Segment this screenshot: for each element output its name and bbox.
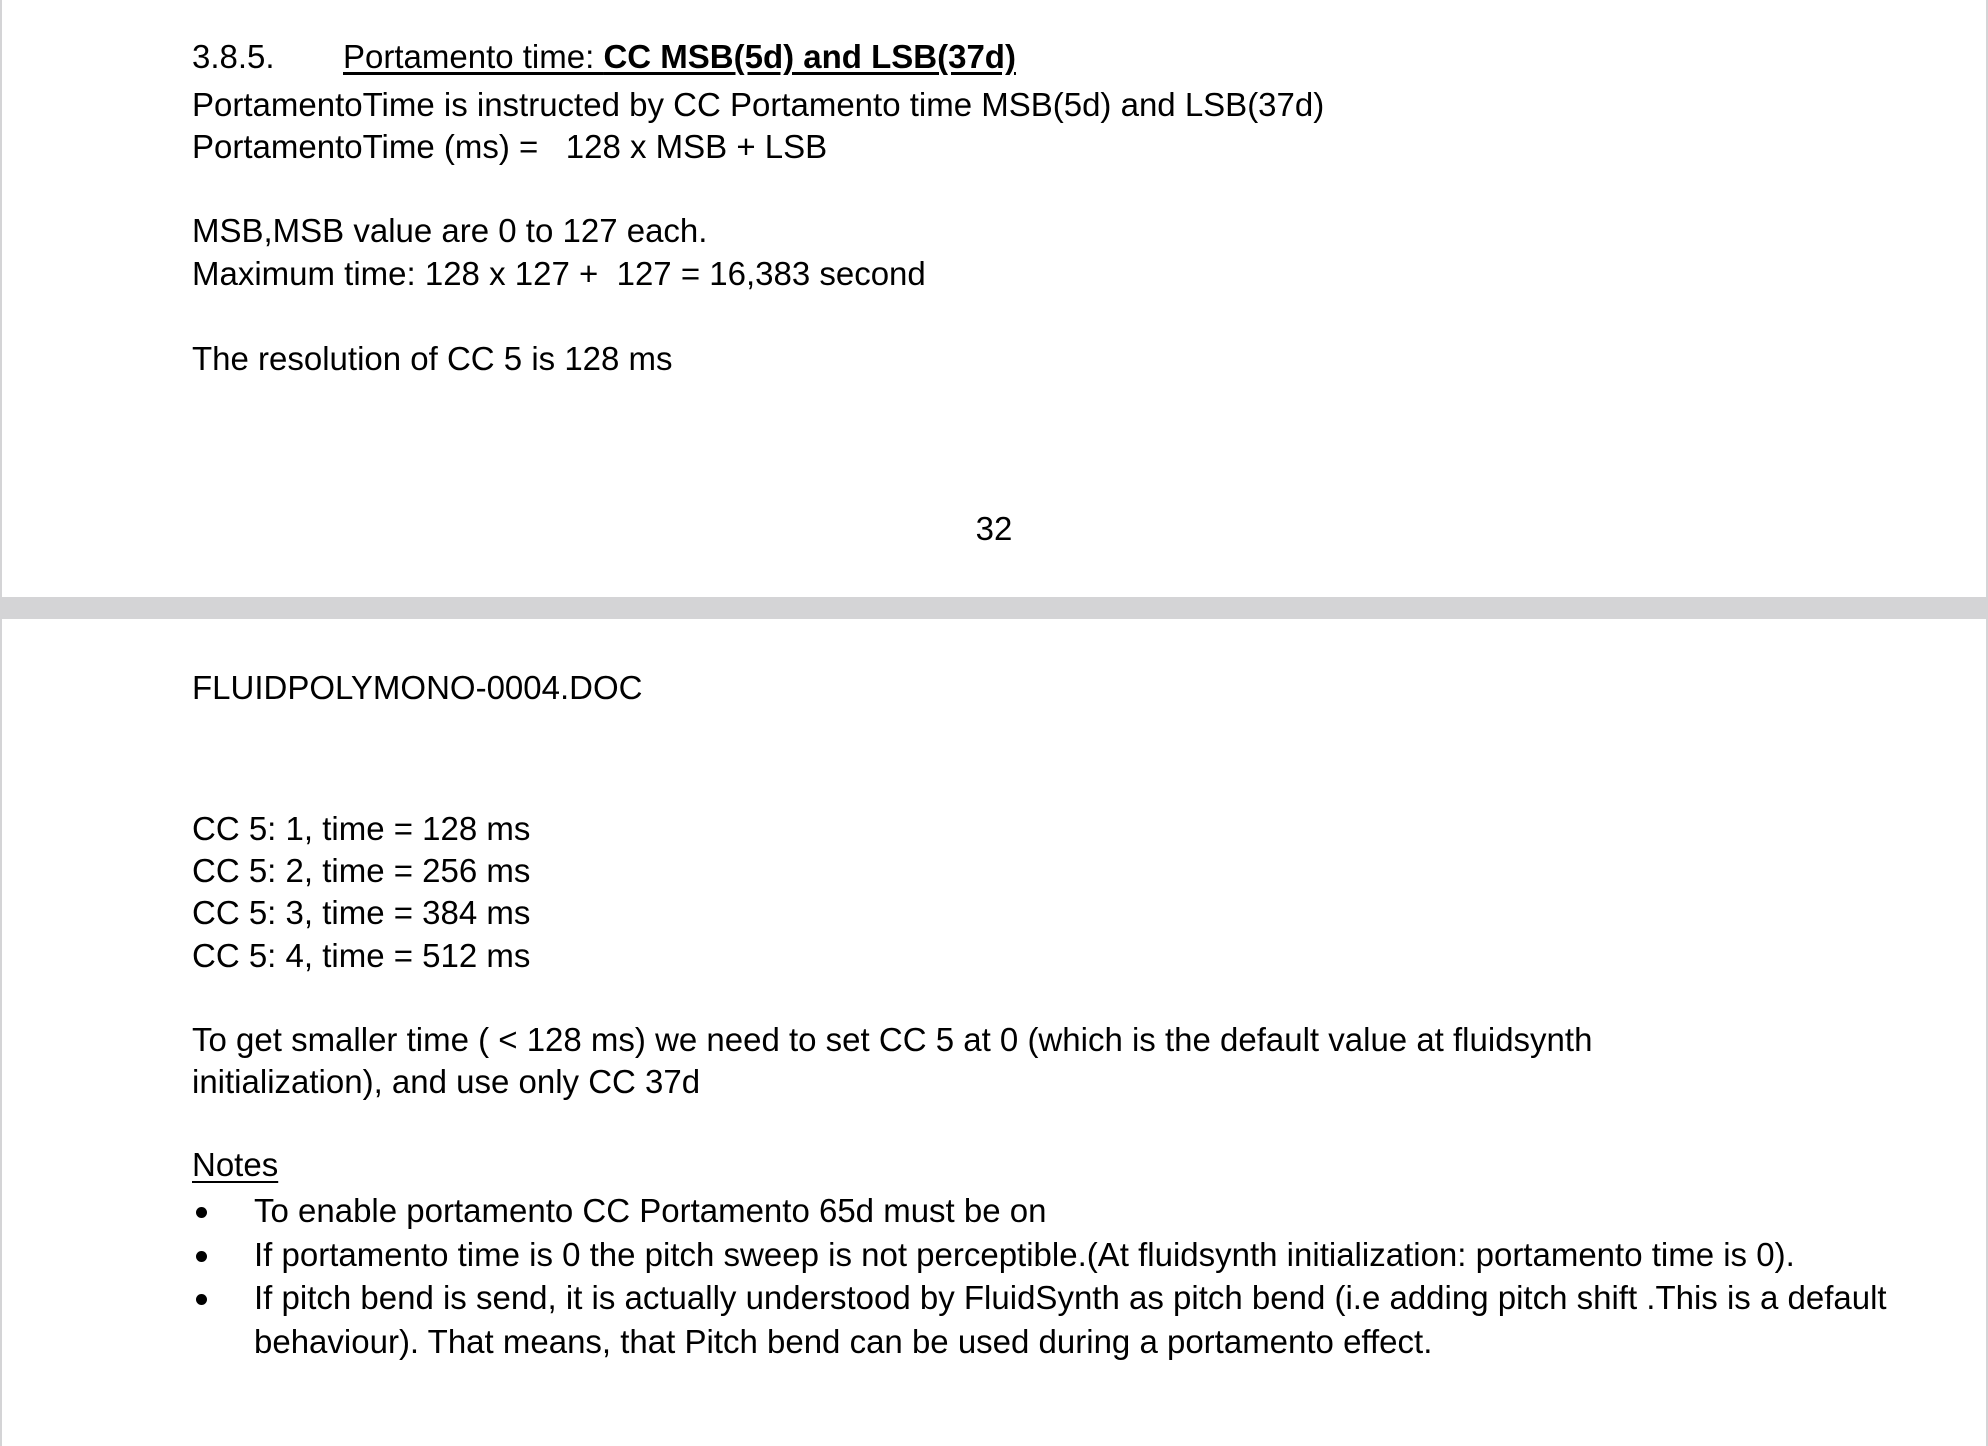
notes-item-text: If portamento time is 0 the pitch sweep is not perceptible.(At fluidsynth initialization: portamento time is 0). xyxy=(254,1235,1795,1273)
section-title: Portamento time: xyxy=(343,38,604,75)
bullet-icon xyxy=(196,1251,207,1262)
notes-item-text: To enable portamento CC Portamento 65d must be on xyxy=(254,1192,1047,1229)
notes-item xyxy=(192,1233,1894,1277)
cc-example-line: CC 5: 2, time = 256 ms xyxy=(192,852,531,889)
section-number: 3.8.5. xyxy=(192,38,275,75)
cc-example-line: CC 5: 3, time = 384 ms xyxy=(192,894,531,931)
page-number: 32 xyxy=(975,510,1013,547)
cc-example-line: CC 5: 4, time = 512 ms xyxy=(192,937,531,974)
body-line: PortamentoTime is instructed by CC Portamento time MSB(5d) and LSB(37d) xyxy=(192,86,1325,123)
body-line: MSB,MSB value are 0 to 127 each. xyxy=(192,212,708,249)
page-32 xyxy=(2,0,1986,597)
body-line: Maximum time: 128 x 127 + 127 = 16,383 second xyxy=(192,255,926,292)
section-heading xyxy=(192,36,1016,79)
notes-item xyxy=(192,1276,1894,1363)
notes-title: Notes xyxy=(192,1146,279,1183)
notes-item-text: If pitch bend is send, it is actually understood by FluidSynth as pitch bend (i.e adding pitch shift .This is a default behaviour). That means, that Pitch bend can be used during a portamento effect. xyxy=(254,1279,1887,1360)
page-33 xyxy=(2,619,1986,1446)
notes-list xyxy=(192,1189,1894,1363)
notes-item xyxy=(192,1189,1894,1233)
formula-line: PortamentoTime (ms) = 128 x MSB + LSB xyxy=(192,128,828,165)
section-title-bold: CC MSB(5d) and LSB(37d) xyxy=(603,38,1016,75)
body-line: The resolution of CC 5 is 128 ms xyxy=(192,340,673,377)
paragraph-line: initialization), and use only CC 37d xyxy=(192,1063,701,1100)
cc-example-line: CC 5: 1, time = 128 ms xyxy=(192,810,531,847)
bullet-icon xyxy=(196,1207,207,1218)
document-header: FLUIDPOLYMONO-0004.DOC xyxy=(192,669,643,706)
paragraph-line: To get smaller time ( < 128 ms) we need to set CC 5 at 0 (which is the default value at fluidsynth xyxy=(192,1021,1593,1058)
bullet-icon xyxy=(196,1294,207,1305)
